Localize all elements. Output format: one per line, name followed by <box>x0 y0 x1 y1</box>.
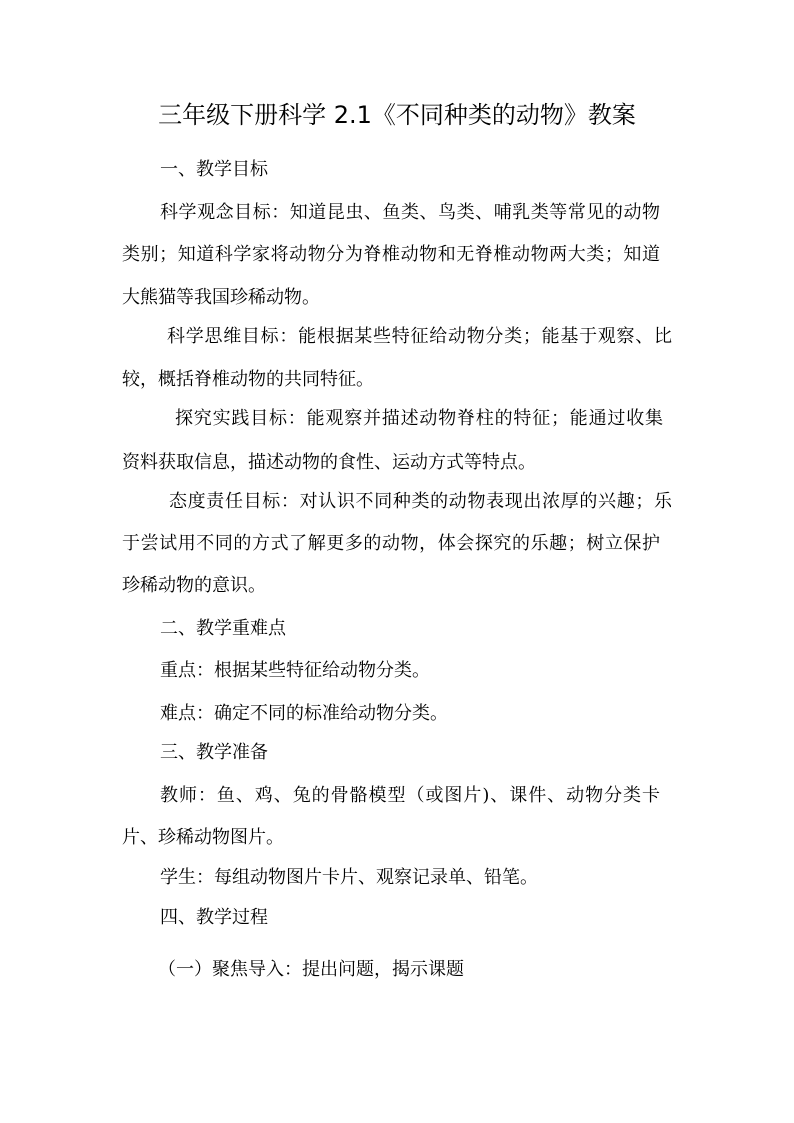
paragraph-line: 重点：根据某些特征给动物分类。 <box>160 660 430 681</box>
paragraph-line: 大熊猫等我国珍稀动物。 <box>122 287 320 308</box>
section-heading-key-points: 二、教学重难点 <box>160 618 286 639</box>
paragraph-line: 于尝试用不同的方式了解更多的动物，体会探究的乐趣；树立保护 <box>122 533 660 554</box>
paragraph-line: 珍稀动物的意识。 <box>122 575 266 596</box>
paragraph-line: 科学思维目标：能根据某些特征给动物分类；能基于观察、比 <box>167 326 672 347</box>
paragraph-line: 类别；知道科学家将动物分为脊椎动物和无脊椎动物两大类；知道 <box>122 244 660 265</box>
paragraph-line: 科学观念目标：知道昆虫、鱼类、鸟类、哺乳类等常见的动物 <box>160 202 660 223</box>
paragraph-line: 难点：确定不同的标准给动物分类。 <box>160 703 448 724</box>
document-title: 三年级下册科学 2.1《不同种类的动物》教案 <box>158 101 636 129</box>
paragraph-line: 较，概括脊椎动物的共同特征。 <box>122 369 374 390</box>
subsection-heading: （一）聚焦导入：提出问题，揭示课题 <box>158 959 464 980</box>
section-heading-objectives: 一、教学目标 <box>160 159 268 180</box>
paragraph-line: 片、珍稀动物图片。 <box>122 827 284 848</box>
paragraph-line: 探究实践目标：能观察并描述动物脊柱的特征；能通过收集 <box>175 408 663 429</box>
paragraph-line: 资料获取信息，描述动物的食性、运动方式等特点。 <box>122 452 536 473</box>
section-heading-process: 四、教学过程 <box>160 907 268 928</box>
paragraph-line: 教师：鱼、鸡、兔的骨骼模型（或图片)、课件、动物分类卡 <box>160 785 660 806</box>
paragraph-line: 态度责任目标：对认识不同种类的动物表现出浓厚的兴趣；乐 <box>169 491 672 512</box>
paragraph-line: 学生：每组动物图片卡片、观察记录单、铅笔。 <box>160 867 538 888</box>
section-heading-preparation: 三、教学准备 <box>160 742 268 763</box>
